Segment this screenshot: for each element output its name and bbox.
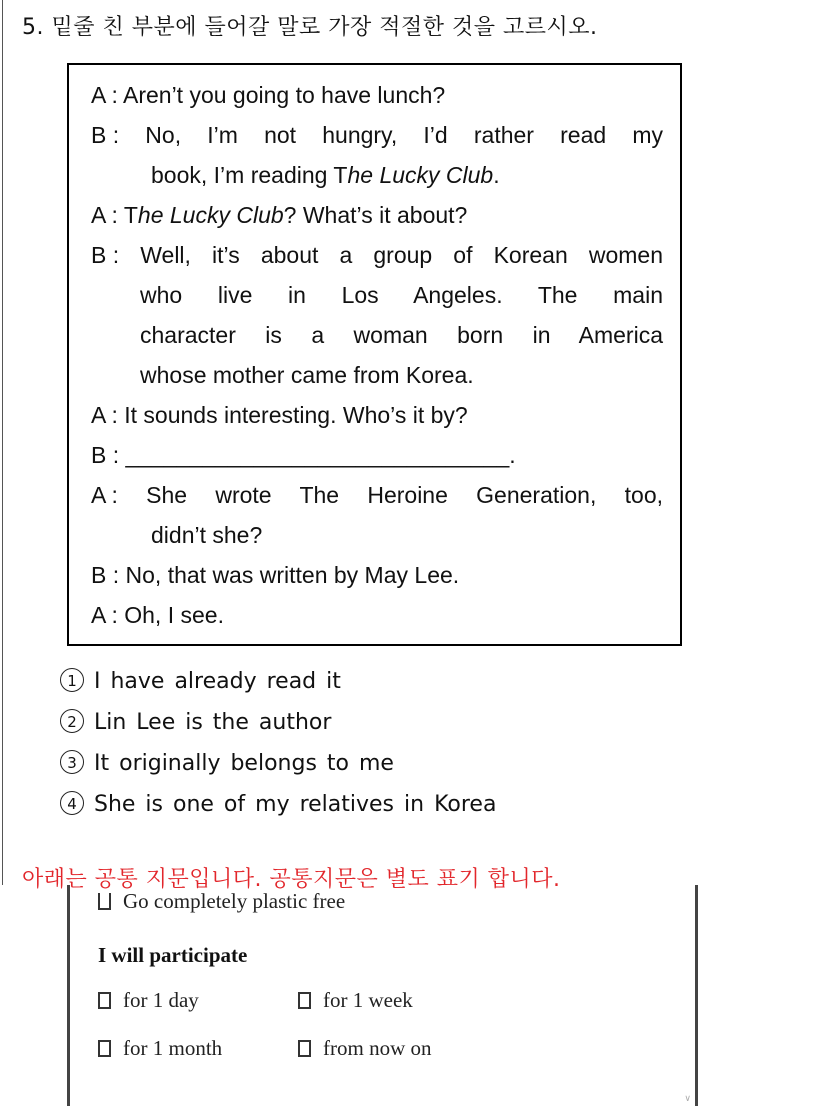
choice-4[interactable] <box>60 791 496 832</box>
option-label: for 1 week <box>323 988 413 1012</box>
answer-blank: ______________________________. <box>125 442 516 468</box>
speaker-label: A : <box>91 402 118 428</box>
dialogue-line <box>151 160 723 190</box>
dialogue-line <box>91 560 663 590</box>
dialogue-line <box>91 80 663 110</box>
choice-2[interactable] <box>60 709 496 750</box>
choice-text: It originally belongs to me <box>94 751 394 776</box>
choice-text: She is one of my relatives in Korea <box>94 792 497 817</box>
dialogue-text: Aren’t you going to have lunch? <box>122 82 446 108</box>
dialogue-text: Oh, I see. <box>124 602 224 628</box>
common-passage-note: 아래는 공통 지문입니다. 공통지문은 별도 표기 합니다. <box>22 867 561 892</box>
speaker-label: B : <box>91 242 120 268</box>
option-from-now-on[interactable] <box>298 1036 432 1061</box>
dialogue-text: ? What’s it about? <box>283 202 468 228</box>
common-passage <box>67 885 698 1106</box>
option-label: for 1 month <box>123 1036 223 1060</box>
speaker-label: B : <box>91 122 120 148</box>
answer-choices <box>60 668 496 832</box>
choice-number: 3 <box>60 750 84 774</box>
question-title: 5. 밑줄 친 부분에 들어갈 말로 가장 적절한 것을 고르시오. <box>22 15 598 40</box>
speaker-label: A : <box>91 202 118 228</box>
dialogue-line <box>140 320 663 350</box>
dialogue-text: book, I’m reading T <box>151 162 348 188</box>
speaker-label: B : <box>91 562 120 588</box>
dialogue-line <box>91 480 663 510</box>
option-label: Go completely plastic free <box>123 889 346 913</box>
dialogue-text: didn’t she? <box>151 522 263 548</box>
scroll-down-arrow-icon[interactable]: ∨ <box>684 1094 691 1104</box>
choice-1[interactable] <box>60 668 496 709</box>
dialogue-text: It sounds interesting. Who’s it by? <box>124 402 468 428</box>
dialogue-text: whose mother came from Korea. <box>140 362 474 388</box>
participate-heading: I will participate <box>98 943 248 967</box>
dialogue-text: No, that was written by May Lee. <box>125 562 460 588</box>
choice-number: 4 <box>60 791 84 815</box>
choice-number: 1 <box>60 668 84 692</box>
dialogue-text: No, I’m not hungry, I’d rather read my <box>145 122 663 148</box>
option-plastic-free[interactable] <box>98 889 345 914</box>
speaker-label: A : <box>91 82 118 108</box>
dialogue-box <box>67 63 682 646</box>
speaker-label: A : <box>91 602 118 628</box>
option-label: for 1 day <box>123 988 199 1012</box>
dialogue-line <box>140 360 712 390</box>
dialogue-line <box>151 520 723 550</box>
option-1-week[interactable] <box>298 988 413 1013</box>
speaker-label: A : <box>91 482 118 508</box>
dialogue-line <box>91 600 663 630</box>
option-label: from now on <box>323 1036 432 1060</box>
book-title: he Lucky Club <box>137 202 284 228</box>
choice-number: 2 <box>60 709 84 733</box>
dialogue-line <box>91 120 663 150</box>
dialogue-text: She wrote The Heroine Generation, too, <box>146 482 663 508</box>
dialogue-line <box>91 400 663 430</box>
dialogue-text: Well, it’s about a group of Korean women <box>140 242 663 268</box>
dialogue-text: . <box>493 162 500 188</box>
choice-text: I have already read it <box>94 669 341 694</box>
page-left-rule <box>2 0 3 885</box>
option-1-month[interactable] <box>98 1036 222 1061</box>
checkbox-icon[interactable] <box>98 893 111 910</box>
option-1-day[interactable] <box>98 988 199 1013</box>
dialogue-line <box>140 280 663 310</box>
dialogue-line <box>91 240 663 270</box>
checkbox-icon[interactable] <box>298 992 311 1009</box>
speaker-label: B : <box>91 442 120 468</box>
checkbox-icon[interactable] <box>98 992 111 1009</box>
dialogue-text: character is a woman born in America <box>140 322 663 348</box>
book-title: he Lucky Club <box>347 162 494 188</box>
checkbox-icon[interactable] <box>298 1040 311 1057</box>
dialogue-line-blank <box>91 440 663 470</box>
dialogue-line <box>91 200 663 230</box>
dialogue-text: who live in Los Angeles. The main <box>140 282 663 308</box>
choice-text: Lin Lee is the author <box>94 710 332 735</box>
choice-3[interactable] <box>60 750 496 791</box>
checkbox-icon[interactable] <box>98 1040 111 1057</box>
dialogue-text: T <box>123 202 138 228</box>
